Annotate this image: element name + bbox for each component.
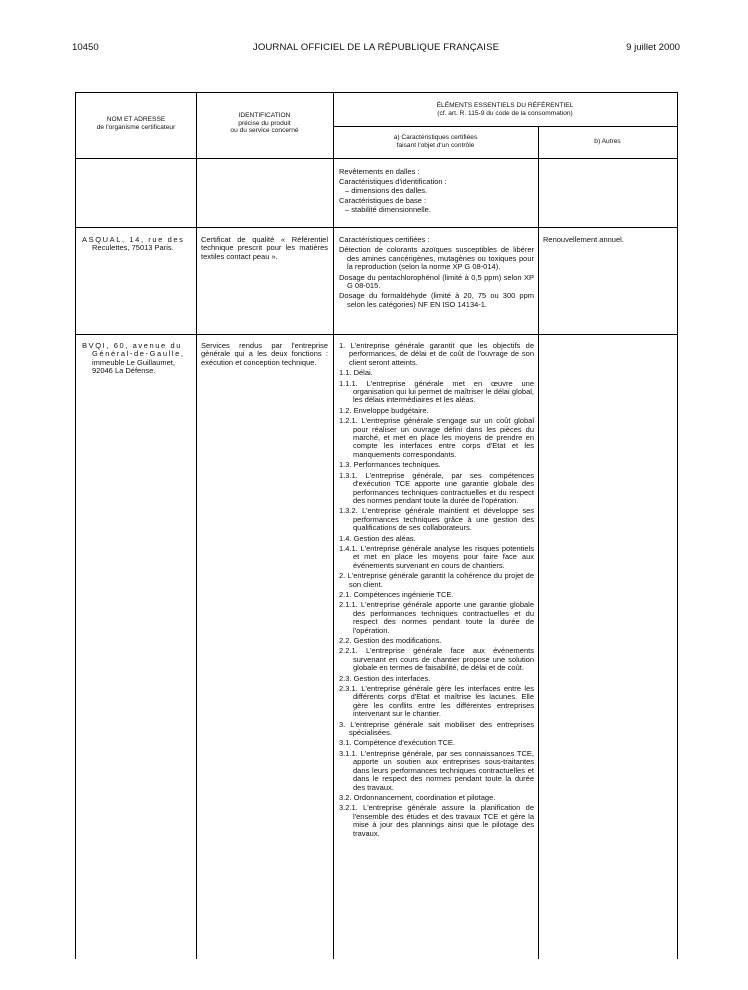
header-line: (cf. art. R. 115-9 du code de la consommation): [437, 109, 573, 117]
column-divider: [538, 126, 539, 959]
header-line: ÉLÉMENTS ESSENTIELS DU RÉFÉRENTIEL: [436, 102, 574, 109]
list-item: 1.1.1. L'entreprise générale met en œuvre une organisation qui lui permet de maîtriser le délai global, les délais intermédiaires et les aléas.: [339, 378, 534, 405]
col-identification-header: [196, 112, 333, 135]
list-item: 1.3.1. L'entreprise générale, par ses compétences d'exécution TCE apporte une garantie globale des performances techniques contractuelles et du respect des normes pendant toute la durée de l'opération.: [339, 470, 534, 505]
col-other-header: [538, 138, 677, 146]
text-line: Caractéristiques certifiées :: [339, 235, 430, 244]
text-line: ASQUAL, 14, rue des: [82, 235, 185, 244]
row2-certified: [339, 236, 534, 311]
journal-title: JOURNAL OFFICIEL DE LA RÉPUBLIQUE FRANÇAISE: [252, 42, 500, 53]
text-line: – dimensions des dalles.: [345, 185, 428, 195]
list-item: 2.2. Gestion des modifications.: [339, 636, 442, 645]
text-line: Général-de-Gaulle,: [92, 349, 185, 359]
row2-other: Renouvellement annuel.: [543, 235, 624, 244]
publication-date: 9 juillet 2000: [626, 42, 680, 53]
text-line: Caractéristiques d'identification :: [339, 177, 447, 187]
text-line: Dosage du pentachlorophénol (limité à 0,5 ppm) selon XP G 08-015.: [339, 272, 534, 291]
list-item: 3.1. Compétence d'exécution TCE.: [339, 738, 455, 748]
referential-table: [75, 92, 678, 959]
row2-identification: Certificat de qualité « Référentiel technique prescrit pour les matières textiles contact peau ».: [201, 235, 328, 261]
text-line: Dosage du formaldéhyde (limité à 20, 75 ou 300 ppm selon les catégories) NF EN ISO 14134-1.: [339, 291, 534, 309]
list-item: 1.3.2. L'entreprise générale maintient et développe ses performances techniques grâce à une gestion des qualifications de ses collaborateurs.: [339, 506, 534, 533]
text-line: immeuble Le Guillaumet,: [92, 357, 175, 367]
column-divider: [196, 93, 197, 959]
text-line: 92046 La Défense.: [92, 366, 156, 376]
header-line: faisant l'objet d'un contrôle: [396, 141, 475, 149]
page-header: [72, 42, 680, 56]
text-line: Caractéristiques de base :: [339, 196, 427, 206]
text-line: Revêtements en dalles :: [339, 167, 420, 176]
row3-identification: Services rendus par l'entreprise générale qui a les deux fonctions : exécution et conception technique.: [201, 341, 328, 367]
list-item: 3. L'entreprise générale sait mobiliser des entreprises spécialisées.: [339, 719, 534, 738]
header-line: précise du produit: [238, 119, 291, 127]
header-line: b) Autres: [594, 138, 621, 145]
list-item: 1.3. Performances techniques.: [339, 460, 441, 470]
list-item: 2. L'entreprise générale garantit la cohérence du projet de son client.: [339, 571, 534, 589]
list-item: 3.2.1. L'entreprise générale assure la planification de l'ensemble des études et des travaux TCE et gère la mise à jour des plannings ainsi que le pilotage des travaux.: [339, 803, 534, 838]
header-line: IDENTIFICATION: [238, 112, 291, 119]
row1-certified: [339, 168, 534, 216]
text-line: Détection de colorants azoïques susceptibles de libérer des amines cancérigènes, mutagènes ou toxiques pour la reproduction (selon la norme XP G 08-014).: [339, 245, 534, 272]
list-item: 2.1. Compétences ingénierie TCE.: [339, 589, 454, 599]
page-number: 10450: [72, 42, 99, 53]
list-item: 1.4. Gestion des aléas.: [339, 533, 416, 543]
col-elements-header: [333, 102, 677, 117]
list-item: 1.1. Délai.: [339, 368, 373, 378]
column-divider: [333, 93, 334, 959]
list-item: 2.3.1. L'entreprise générale gère les interfaces entre les différents corps d'Etat et maîtrise les lacunes. Elle gère les conflits entre les différentes entreprises intervenant sur le chantier.: [339, 684, 534, 719]
list-item: 1.4.1. L'entreprise générale analyse les risques potentiels et met en place les moyens pour faire face aux événements survenant en cours de chantiers.: [339, 543, 534, 570]
header-line: ou du service concerné: [230, 127, 299, 135]
list-item: 1. L'entreprise générale garantit que les objectifs de performances, de délai et de coût de l'ouvrage de son client seront atteints.: [339, 341, 534, 367]
header-line: NOM ET ADRESSE: [106, 116, 166, 123]
row3-organisme: [82, 342, 192, 376]
text-line: BVQI, 60, avenue du: [82, 341, 183, 350]
header-line: a) Caractéristiques certifiées: [393, 134, 478, 141]
row3-certified: [339, 342, 534, 840]
list-item: 1.2.1. L'entreprise générale s'engage sur un coût global pour réaliser un ouvrage défini dans les pièces du marché, et met en place les moyens de prendre en compte les interfaces entre corps d'Etat et les manquements correspondants.: [339, 416, 534, 459]
header-bottom-rule: [76, 158, 677, 159]
list-item: 3.2. Ordonnancement, coordination et pilotage.: [339, 792, 496, 802]
text-line: Reculettes, 75013 Paris.: [92, 243, 174, 253]
text-line: – stabilité dimensionnelle.: [345, 204, 431, 214]
list-item: 2.1.1. L'entreprise générale apporte une garantie globale des performances techniques contractuelles et du respect des normes pendant toute la durée de l'opération.: [339, 600, 534, 635]
col-certified-header: [333, 134, 538, 149]
row-divider: [76, 227, 677, 228]
header-subdivider: [333, 126, 677, 127]
list-item: 1.2. Enveloppe budgétaire.: [339, 405, 429, 415]
row2-organisme: [82, 236, 192, 253]
list-item: 2.2.1. L'entreprise générale face aux événements survenant en cours de chantier propose une solution globale en termes de faisabilité, de délai et de coût.: [339, 646, 534, 673]
header-line: de l'organisme certificateur: [96, 123, 176, 131]
row-divider: [76, 334, 677, 335]
list-item: 3.1.1. L'entreprise générale, par ses connaissances TCE, apporte un soutien aux entreprises sous-traitantes dans leurs performances techniques contractuelles et dans le respect des normes pendant toute la durée des travaux.: [339, 748, 534, 792]
col-organisme-header: [76, 116, 196, 131]
list-item: 2.3. Gestion des interfaces.: [339, 673, 431, 683]
